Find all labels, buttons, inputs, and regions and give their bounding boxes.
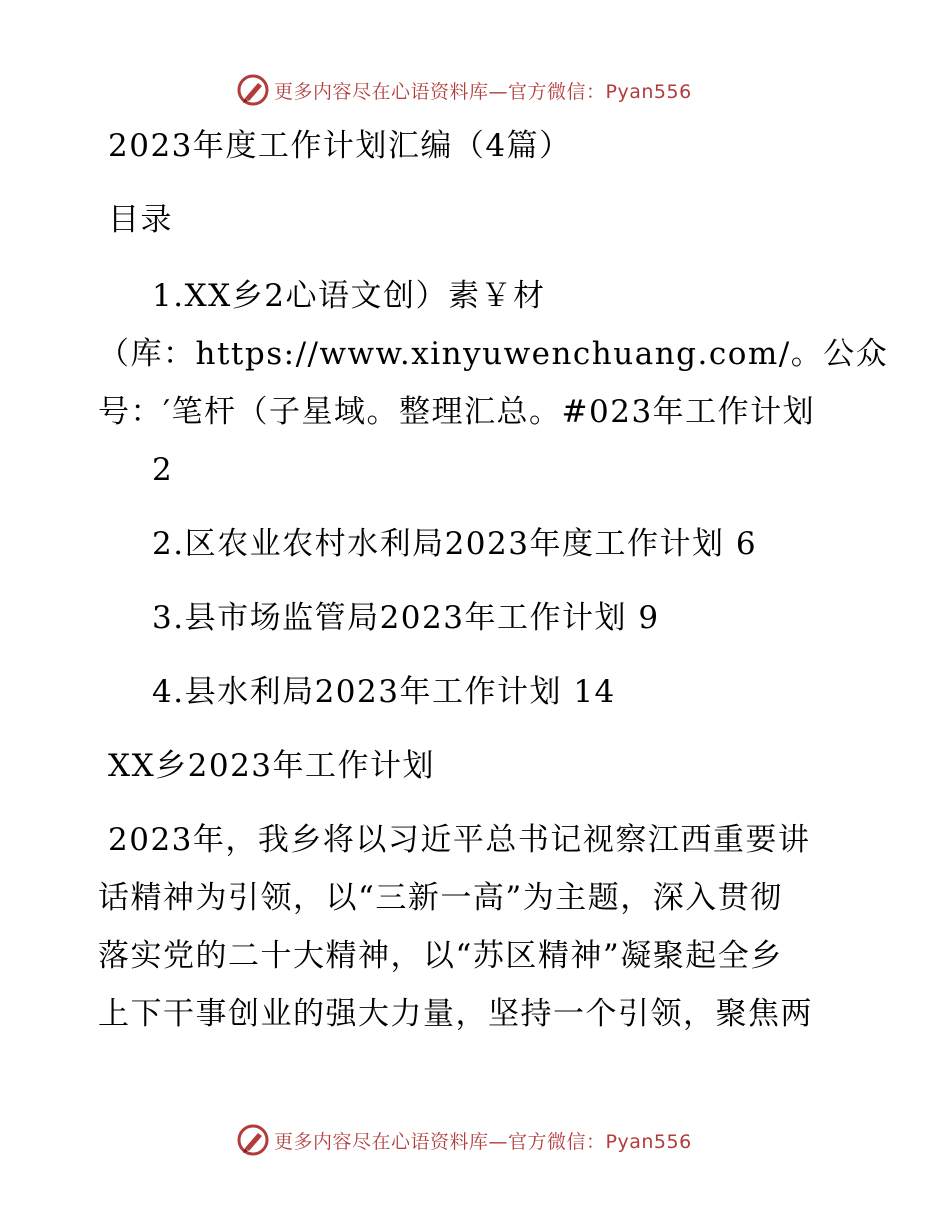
paragraph-line: 2023年，我乡将以习近平总书记视察江西重要讲: [108, 822, 811, 858]
toc-item-1-page: 2: [152, 452, 174, 488]
watermark-text: 更多内容尽在心语资料库—官方微信：Pyan556: [274, 1130, 692, 1153]
paragraph-line: 话精神为引领，以“三新一高”为主题，深入贯彻: [98, 880, 783, 916]
toc-item-3: 3.县市场监管局2023年工作计划 9: [152, 600, 660, 636]
paragraph-line: 上下干事创业的强大力量，坚持一个引领，聚焦两: [98, 996, 813, 1032]
watermark-text: 更多内容尽在心语资料库—官方微信：Pyan556: [274, 80, 692, 103]
section-title: XX乡2023年工作计划: [108, 748, 436, 784]
toc-item-1-line-1: 1.XX乡2心语文创）素￥材: [152, 278, 546, 314]
paragraph-line: 落实党的二十大精神，以“苏区精神”凝聚起全乡: [98, 938, 783, 974]
pen-logo-icon: [236, 1123, 270, 1157]
toc-item-4: 4.县水利局2023年工作计划 14: [152, 674, 616, 710]
footer-watermark: [236, 1122, 692, 1158]
header-watermark: [236, 72, 692, 108]
toc-item-1-line-3: 号：′笔杆（子星域。整理汇总。#023年工作计划: [98, 394, 816, 430]
toc-heading: 目录: [108, 202, 173, 238]
pen-logo-icon: [236, 73, 270, 107]
toc-item-2: 2.区农业农村水利局2023年度工作计划 6: [152, 526, 758, 562]
document-title: 2023年度工作计划汇编（4篇）: [108, 128, 572, 164]
toc-item-1-line-2: （库：https://www.xinyuwenchuang.com/。公众: [98, 336, 889, 372]
